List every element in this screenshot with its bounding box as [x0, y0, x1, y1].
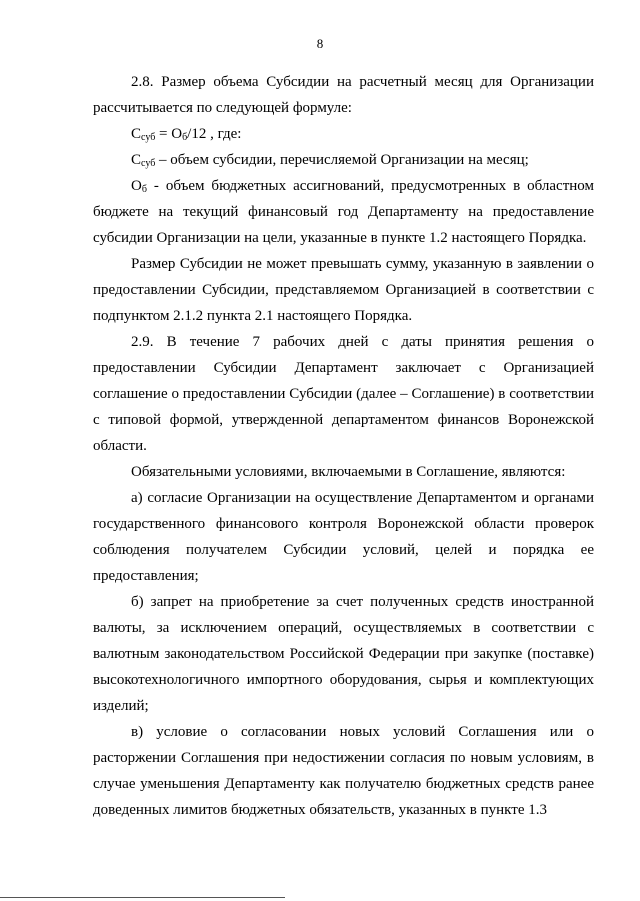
paragraph-2-9: 2.9. В течение 7 рабочих дней с даты принятия решения о предоставлении Субсидии Департамент заключает с Организацией соглашение о предоставлении Субсидии (далее – Соглашение) в соответствии с типовой формой, утвержденной департаментом финансов Воронежской области.: [93, 334, 594, 454]
list-item-v: в) условие о согласовании новых условий Соглашения или о расторжении Соглашения при недостижении согласия по новым условиям, в случае уменьшения Департаменту как получателю бюджетных средств ранее доведенных лимитов бюджетных обязательств, указанных в пункте 1.3: [93, 724, 594, 818]
list-item-b: б) запрет на приобретение за счет полученных средств иностранной валюты, за исключением операций, осуществляемых в соответствии с валютным законодательством Российской Федерации при закупке (поставке) высокотехнологичного импортного оборудования, сырья и комплектующих изделий;: [93, 594, 594, 714]
list-item-a: а) согласие Организации на осуществление Департаментом и органами государственного финансового контроля Воронежской области проверок соблюдения получателем Субсидии условий, целей и порядка ее предоставления;: [93, 490, 594, 584]
paragraph-2-8: 2.8. Размер объема Субсидии на расчетный месяц для Организации рассчитывается по следующей формуле:: [93, 74, 594, 116]
page-number: 8: [316, 36, 324, 51]
definition-csub: $С_{суб}$ – объем субсидии, перечисляемой Организации на месяц;: [131, 152, 529, 169]
document-body: [93, 69, 594, 823]
definition-ob: $О_б$ - объем бюджетных ассигнований, предусмотренных в областном бюджете на текущий финансовый год Департаменту на предоставление субсидии Организации на цели, указанные в пункте 1.2 настоящего Порядка.: [93, 178, 594, 246]
paragraph-mandatory-conditions: Обязательными условиями, включаемыми в Соглашение, являются:: [131, 464, 566, 480]
page-bottom-rule: [0, 897, 285, 898]
paragraph-subsidy-limit: Размер Субсидии не может превышать сумму, указанную в заявлении о предоставлении Субсидии, представляемом Организацией в соответствии с подпунктом 2.1.2 пункта 2.1 настоящего Порядка.: [93, 256, 594, 324]
formula: $С_{суб} = О_б/12$ , где:: [131, 126, 242, 143]
